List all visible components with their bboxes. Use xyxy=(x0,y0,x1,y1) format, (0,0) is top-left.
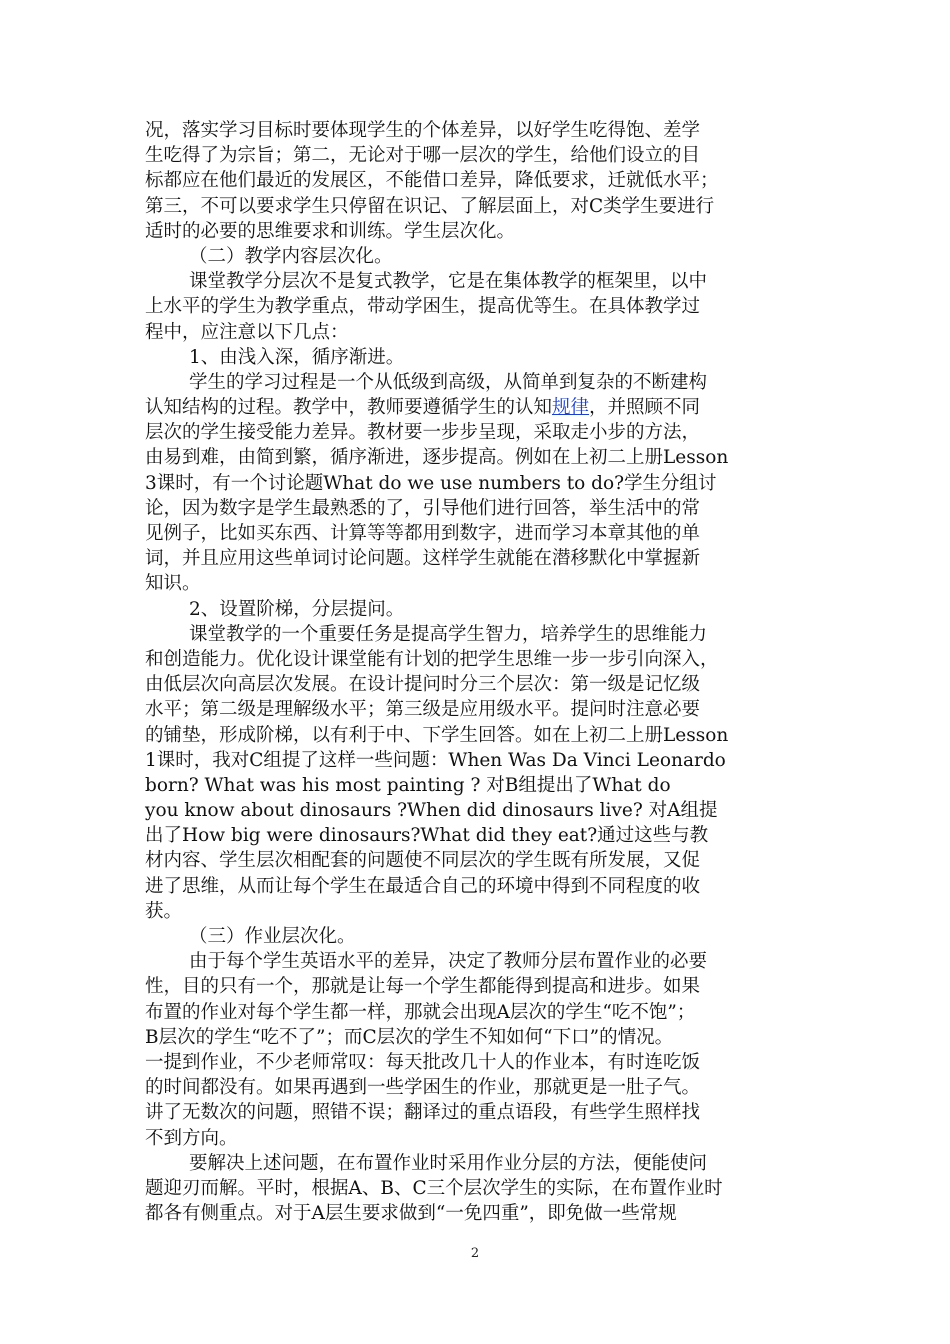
text-line xyxy=(145,597,810,622)
line-text: 第三，不可以要求学生只停留在识记、了解层面上，对C类学生要进行 xyxy=(145,195,715,217)
line-text: 水平；第二级是理解级水平；第三级是应用级水平。提问时注意必要 xyxy=(145,699,701,721)
line-text: 都各有侧重点。对于A层生要求做到“一免四重”，即免做一些常规 xyxy=(145,1203,677,1225)
line-text: （三）作业层次化。 xyxy=(189,926,356,947)
text-line xyxy=(145,773,810,798)
line-text: 由易到难，由简到繁，循序渐进，逐步提高。例如在上初二上册Lesson xyxy=(145,447,729,469)
line-text: 讲了无数次的问题，照错不误；翻译过的重点语段，有些学生照样找 xyxy=(145,1102,701,1124)
text-line xyxy=(145,320,810,345)
line-text: 2、设置阶梯，分层提问。 xyxy=(189,598,405,620)
line-text-after-link: ，并照顾不同 xyxy=(589,397,701,419)
text-line xyxy=(145,471,810,496)
line-text: 的时间都没有。如果再遇到一些学困生的作业，那就更是一肚子气。 xyxy=(145,1077,701,1099)
line-text: 课堂教学的一个重要任务是提高学生智力，培养学生的思维能力 xyxy=(189,623,708,645)
text-line xyxy=(145,571,810,596)
line-text: 材内容、学生层次相配套的问题使不同层次的学生既有所发展，又促 xyxy=(145,850,701,872)
line-text: 题迎刃而解。平时，根据A、B、C三个层次学生的实际，在布置作业时 xyxy=(145,1177,723,1199)
line-text: 程中，应注意以下几点： xyxy=(145,321,349,343)
text-line xyxy=(145,420,810,445)
line-text: 适时的必要的思维要求和训练。学生层次化。 xyxy=(145,220,516,242)
text-line xyxy=(145,1000,810,1025)
line-text: 由低层次向高层次发展。在设计提问时分三个层次：第一级是记忆级 xyxy=(145,674,701,696)
line-text: B层次的学生“吃不了”；而C层次的学生不知如何“下口”的情况。 xyxy=(145,1026,674,1048)
line-text: 不到方向。 xyxy=(145,1127,238,1149)
line-text: 况，落实学习目标时要体现学生的个体差异，以好学生吃得饱、差学 xyxy=(145,120,701,141)
line-text: 性，目的只有一个，那就是让每一个学生都能得到提高和进步。如果 xyxy=(145,976,701,998)
line-text: 课堂教学分层次不是复式教学，它是在集体教学的框架里，以中 xyxy=(189,271,708,293)
text-line xyxy=(145,798,810,823)
text-line xyxy=(145,723,810,748)
text-line xyxy=(145,974,810,999)
text-line xyxy=(145,496,810,521)
text-line xyxy=(145,194,810,219)
text-line xyxy=(145,244,810,269)
text-line xyxy=(145,118,810,143)
text-line xyxy=(145,521,810,546)
line-text: 进了思维，从而让每个学生在最适合自己的环境中得到不同程度的收 xyxy=(145,875,701,897)
hyperlink[interactable]: 规律 xyxy=(552,397,590,419)
line-text: 1、由浅入深，循序渐进。 xyxy=(189,346,405,368)
line-text: 和创造能力。优化设计课堂能有计划的把学生思维一步一步引向深入， xyxy=(145,648,719,670)
text-line xyxy=(145,1201,810,1226)
text-line xyxy=(145,672,810,697)
text-line xyxy=(145,1050,810,1075)
line-text: 上水平的学生为教学重点，带动学困生，提高优等生。在具体教学过 xyxy=(145,296,701,318)
line-text: 获。 xyxy=(145,900,183,922)
text-line xyxy=(145,370,810,395)
text-line xyxy=(145,697,810,722)
line-text: 一提到作业，不少老师常叹：每天批改几十人的作业本，有时连吃饭 xyxy=(145,1051,701,1073)
text-line xyxy=(145,1025,810,1050)
line-text: you know about dinosaurs ?When did dinosaurs live? 对A组提 xyxy=(145,800,718,822)
line-text: 出了How big were dinosaurs?What did they eat?通过这些与教 xyxy=(145,825,709,847)
text-line xyxy=(145,848,810,873)
document-body xyxy=(145,118,810,1226)
line-text: 层次的学生接受能力差异。教材要一步步呈现，采取走小步的方法， xyxy=(145,422,701,444)
text-line xyxy=(145,395,810,420)
text-line xyxy=(145,269,810,294)
line-text: 生吃得了为宗旨；第二，无论对于哪一层次的学生，给他们设立的目 xyxy=(145,145,701,167)
line-text: 要解决上述问题，在布置作业时采用作业分层的方法，便能使问 xyxy=(189,1152,708,1174)
line-text: 3课时，有一个讨论题What do we use numbers to do?学生分组讨 xyxy=(145,472,717,494)
text-line xyxy=(145,1151,810,1176)
text-line xyxy=(145,823,810,848)
text-line xyxy=(145,748,810,773)
text-line xyxy=(145,1176,810,1201)
text-line xyxy=(145,874,810,899)
text-line xyxy=(145,546,810,571)
text-line xyxy=(145,168,810,193)
text-line xyxy=(145,294,810,319)
line-text: born? What was his most painting ? 对B组提出了What do xyxy=(145,774,671,796)
text-line xyxy=(145,1100,810,1125)
line-text: 的铺垫，形成阶梯，以有利于中、下学生回答。如在上初二上册Lesson xyxy=(145,724,729,746)
line-text: 认知结构的过程。教学中，教师要遵循学生的认知 xyxy=(145,397,553,419)
text-line xyxy=(145,899,810,924)
text-line xyxy=(145,345,810,370)
line-text: 由于每个学生英语水平的差异，决定了教师分层布置作业的必要 xyxy=(189,951,708,973)
text-line xyxy=(145,647,810,672)
text-line xyxy=(145,1126,810,1151)
line-text: 1课时，我对C组提了这样一些问题：When Was Da Vinci Leonardo xyxy=(145,749,726,771)
line-text: 词，并且应用这些单词讨论问题。这样学生就能在潜移默化中掌握新 xyxy=(145,548,701,570)
page-number: 2 xyxy=(470,1246,480,1261)
line-text: 知识。 xyxy=(145,573,201,595)
text-line xyxy=(145,445,810,470)
line-text: （二）教学内容层次化。 xyxy=(189,245,393,267)
text-line xyxy=(145,949,810,974)
line-text: 标都应在他们最近的发展区，不能借口差异，降低要求，迁就低水平； xyxy=(145,170,719,192)
text-line xyxy=(145,1075,810,1100)
text-line xyxy=(145,219,810,244)
text-line xyxy=(145,143,810,168)
line-text: 见例子，比如买东西、计算等等都用到数字，进而学习本章其他的单 xyxy=(145,523,701,544)
line-text: 论，因为数字是学生最熟悉的了，引导他们进行回答，举生活中的常 xyxy=(145,497,701,519)
line-text: 布置的作业对每个学生都一样，那就会出现A层次的学生“吃不饱”； xyxy=(145,1001,696,1023)
line-text: 学生的学习过程是一个从低级到高级，从简单到复杂的不断建构 xyxy=(189,371,708,393)
text-line xyxy=(145,924,810,949)
text-line xyxy=(145,622,810,647)
